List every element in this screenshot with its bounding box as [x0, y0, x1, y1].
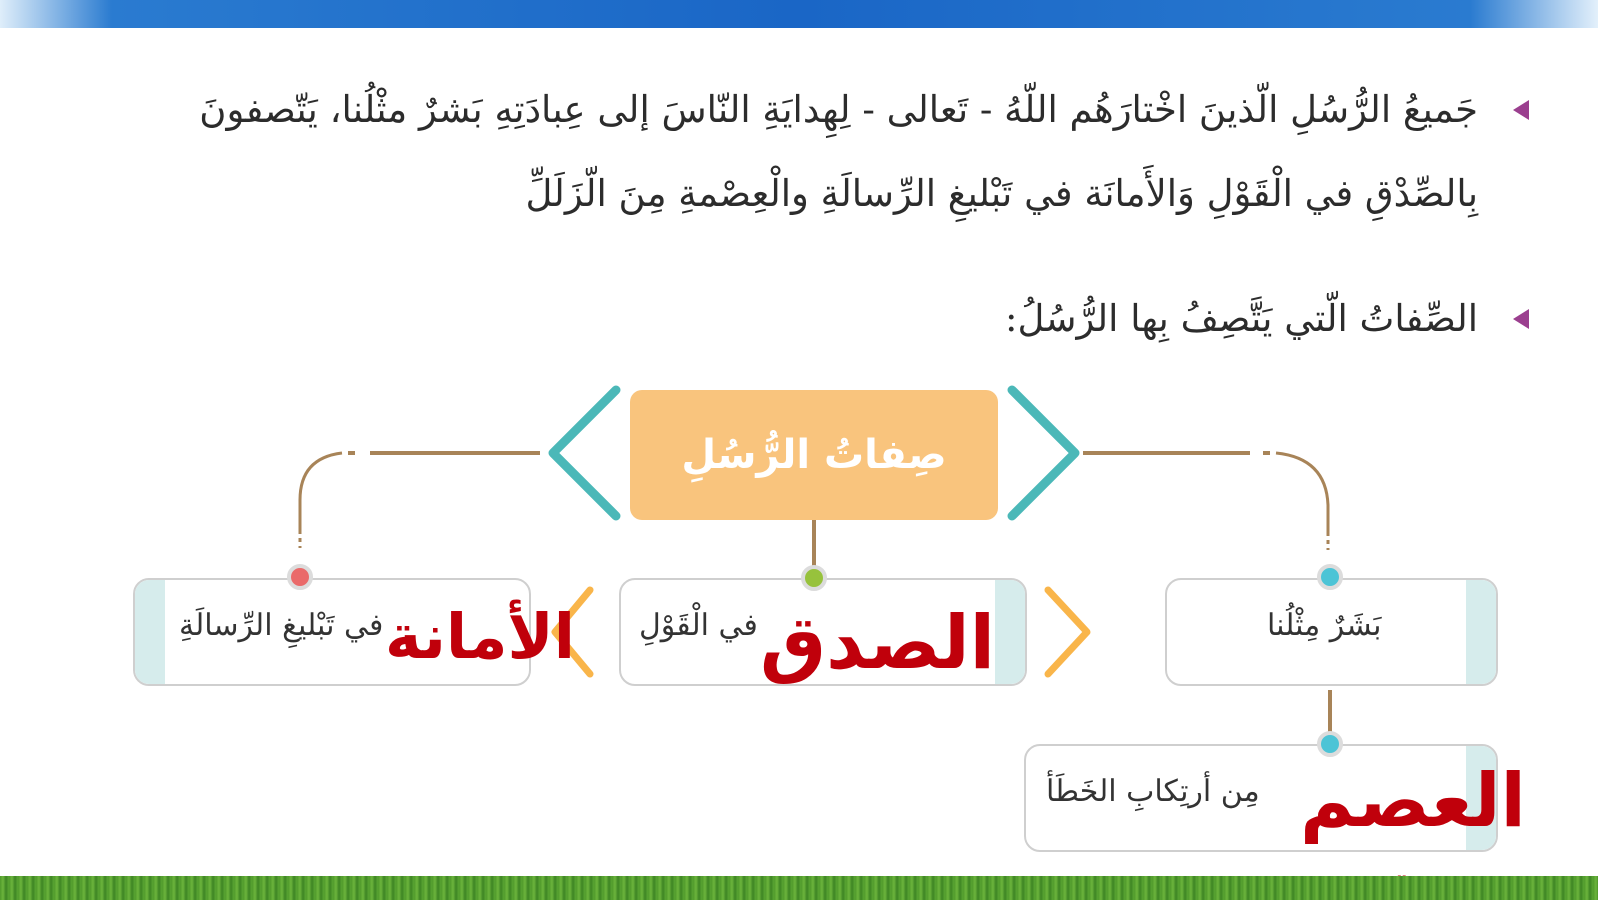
- diagram-title: صِفاتُ الرُّسُلِ: [681, 432, 947, 478]
- grass-footer: [0, 876, 1598, 900]
- answer-amana: الأمانة: [385, 600, 575, 673]
- paragraph-line-1: جَميعُ الرُّسُلِ الّذينَ اخْتارَهُم اللّهُ - تَعالى - لِهِدايَةِ النّاسَ إلى عِبادَتِهِ بَشرٌ مثْلُنا، يَتّصفونَ: [199, 88, 1478, 131]
- answer-isma: العصم: [1300, 758, 1526, 844]
- card-amana-text: في تَبْليغِ الرِّسالَةِ: [179, 608, 384, 643]
- dot-red-icon: [289, 566, 311, 588]
- card-isma-text: مِن أرتِكابِ الخَطَأ: [1046, 774, 1260, 809]
- card-sidq-text: في الْقَوْلِ: [639, 608, 758, 643]
- answer-sidq: الصدق: [760, 600, 995, 686]
- dot-green-icon: [803, 567, 825, 589]
- section-heading: الصِّفاتُ الّتي يَتَّصِفُ بِها الرُّسُلُ:: [1005, 297, 1478, 340]
- dot-cyan-icon: [1319, 733, 1341, 755]
- card-bashar-text: بَشَرٌ مِثْلُنا: [1267, 608, 1382, 643]
- dot-cyan-icon: [1319, 566, 1341, 588]
- paragraph-line-2: بِالصِّدْقِ في الْقَوْلِ وَالأَمانَة في تَبْليغِ الرِّسالَةِ والْعِصْمةِ مِنَ الّزَلَلِّ: [525, 172, 1478, 215]
